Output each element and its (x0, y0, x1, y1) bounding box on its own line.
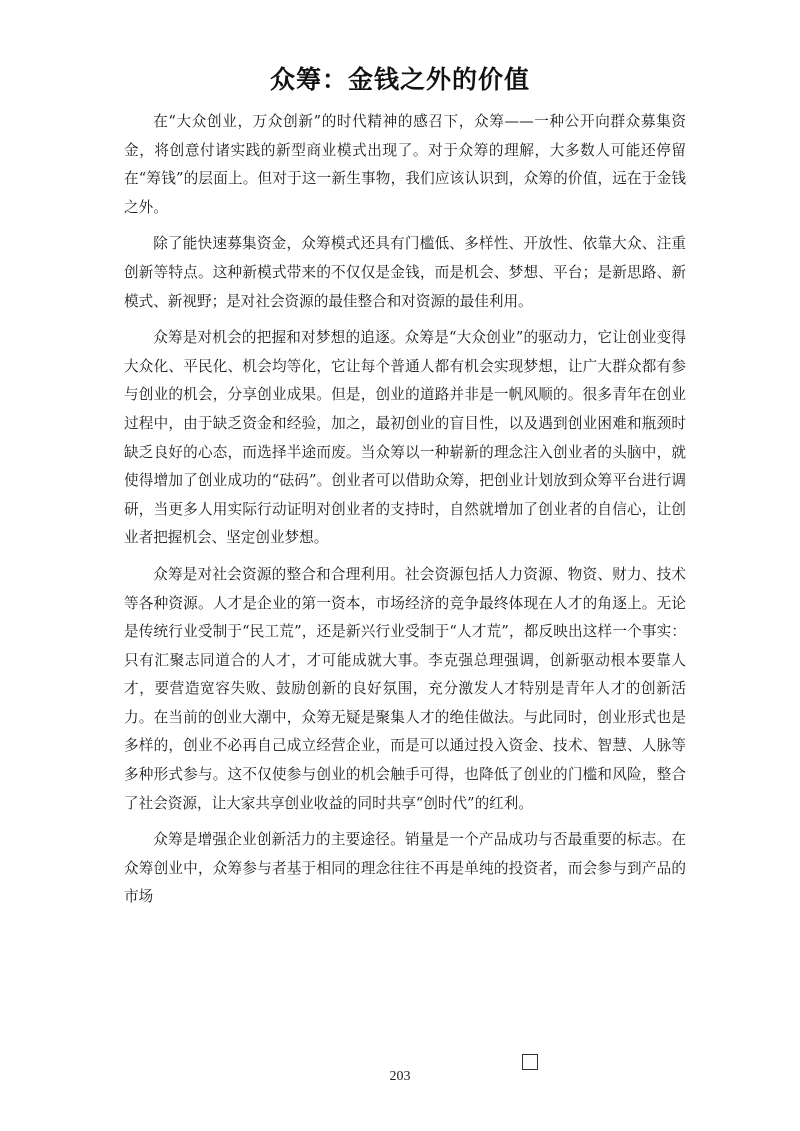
article-body (124, 108, 686, 920)
page-title: 众筹：金钱之外的价值 (269, 65, 530, 94)
page-number: 203 (389, 1069, 411, 1084)
paragraph-3: 众筹是对机会的把握和对梦想的追逐。众筹是“大众创业”的驱动力，它让创业变得大众化、平民化、机会均等化，它让每个普通人都有机会实现梦想，让广大群众都有参与创业的机会，分享创业成果。但是，创业的道路并非是一帆风顺的。很多青年在创业过程中，由于缺乏资金和经验，加之，最初创业的盲目性，以及遇到创业困难和瓶颈时缺乏良好的心态，而选择半途而废。当众筹以一种崭新的理念注入创业者的头脑中，就使得增加了创业成功的“砝码”。创业者可以借助众筹，把创业计划放到众筹平台进行调研，当更多人用实际行动证明对创业者的支持时，自然就增加了创业者的自信心，让创业者把握机会、坚定创业梦想。 (124, 329, 686, 547)
paragraph-2: 除了能快速募集资金，众筹模式还具有门槛低、多样性、开放性、依靠大众、注重创新等特点。这种新模式带来的不仅仅是金钱，而是机会、梦想、平台；是新思路、新模式、新视野；是对社会资源的最佳整合和对资源的最佳利用。 (124, 235, 686, 310)
paragraph-4: 众筹是对社会资源的整合和合理利用。社会资源包括人力资源、物资、财力、技术等各种资源。人才是企业的第一资本，市场经济的竞争最终体现在人才的角逐上。无论是传统行业受制于“民工荒”，还是新兴行业受制于“人才荒”，都反映出这样一个事实：只有汇聚志同道合的人才，才可能成就大事。李克强总理强调，创新驱动根本要靠人才，要营造宽容失败、鼓励创新的良好氛围，充分激发人才特别是青年人才的创新活力。在当前的创业大潮中，众筹无疑是聚集人才的绝佳做法。与此同时，创业形式也是多样的，创业不必再自己成立经营企业，而是可以通过投入资金、技术、智慧、人脉等多种形式参与。这不仅使参与创业的机会触手可得，也降低了创业的门槛和风险，整合了社会资源，让大家共享创业收益的同时共享“创时代”的红利。 (124, 565, 686, 812)
paragraph-5: 众筹是增强企业创新活力的主要途径。销量是一个产品成功与否最重要的标志。在众筹创业中，众筹参与者基于相同的理念往往不再是单纯的投资者，而会参与到产品的市场 (124, 831, 686, 906)
paragraph-1: 在“大众创业，万众创新”的时代精神的感召下，众筹——一种公开向群众募集资金，将创意付诸实践的新型商业模式出现了。对于众筹的理解，大多数人可能还停留在“筹钱”的层面上。但对于这一新生事物，我们应该认识到，众筹的价值，远在于金钱之外。 (124, 113, 686, 216)
checkbox[interactable] (522, 1054, 538, 1070)
